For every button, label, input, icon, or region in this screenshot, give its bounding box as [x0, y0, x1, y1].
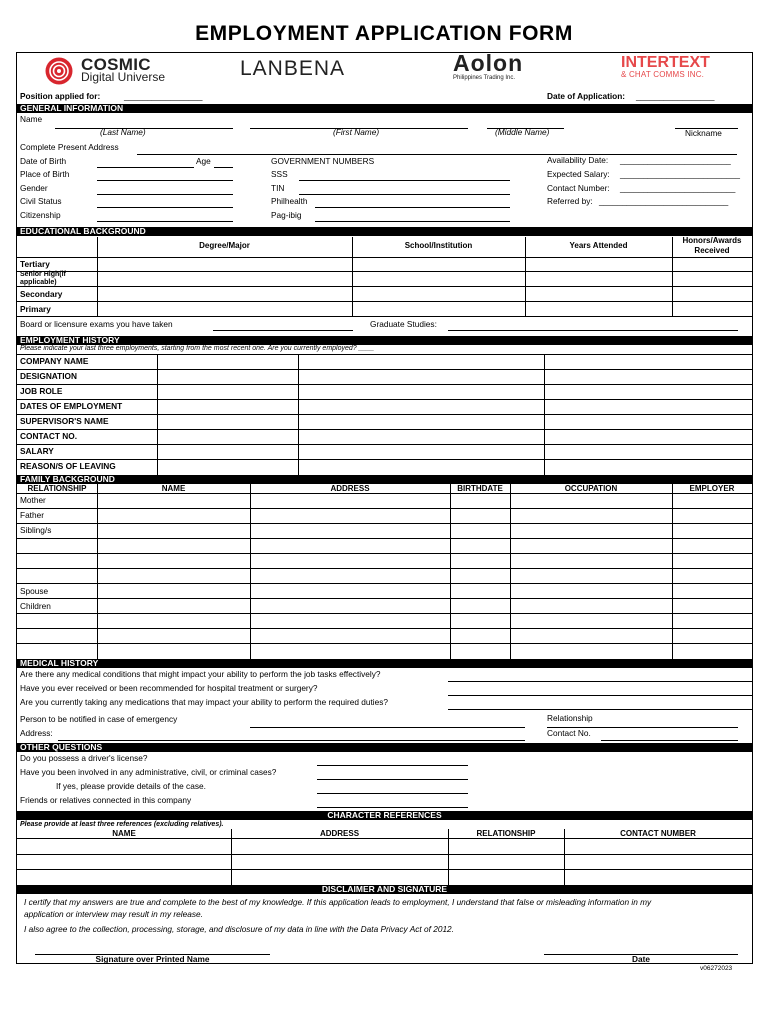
medical-header: MEDICAL HISTORY	[17, 659, 752, 668]
other-q3: If yes, please provide details of the case.	[56, 781, 206, 791]
expected-salary-field[interactable]: __________________________	[620, 169, 740, 179]
availability-label: Availability Date:	[547, 155, 609, 165]
emp-row-designation: DESIGNATION	[20, 371, 78, 381]
form-version: v06272023	[700, 965, 733, 972]
aolon-logo-subtext: Philippines Trading Inc.	[453, 75, 516, 81]
employment-header: EMPLOYMENT HISTORY	[17, 336, 752, 345]
pagibig-field[interactable]	[315, 221, 510, 222]
edu-col-honors: Honors/Awards Received	[682, 236, 742, 255]
other-questions-header: OTHER QUESTIONS	[17, 743, 752, 752]
fam-col-occupation: OCCUPATION	[564, 484, 618, 493]
emp-row-dates: DATES OF EMPLOYMENT	[20, 401, 123, 411]
fam-col-relationship: RELATIONSHIP	[27, 484, 87, 493]
position-label: Position applied for:	[20, 91, 101, 101]
address-label: Complete Present Address	[20, 142, 119, 152]
contact-number-field[interactable]: _________________________	[620, 183, 736, 193]
ref-col-name: NAME	[112, 829, 136, 838]
signature-date-caption: Date	[632, 954, 650, 964]
application-date-label: Date of Application:	[547, 91, 626, 101]
fam-col-name: NAME	[161, 484, 186, 493]
intertext-logo-subtext: & CHAT COMMS INC.	[621, 70, 705, 79]
pob-label: Place of Birth	[20, 169, 70, 179]
fam-row-siblings: Sibling/s	[20, 525, 52, 535]
ref-col-relationship: RELATIONSHIP	[476, 829, 536, 838]
sss-field[interactable]	[299, 180, 510, 181]
graduate-studies-field[interactable]	[448, 330, 738, 331]
emergency-address-field[interactable]	[58, 740, 525, 741]
graduate-studies-label: Graduate Studies:	[370, 319, 437, 329]
medical-a1-field[interactable]	[448, 681, 752, 682]
emergency-person-label: Person to be notified in case of emergency	[20, 714, 178, 724]
board-exams-field[interactable]	[213, 330, 353, 331]
last-name-caption: (Last Name)	[100, 127, 146, 137]
edu-col-degree: Degree/Major	[199, 241, 250, 250]
references-note: Please provide at least three references (excluding relatives).	[20, 821, 224, 828]
pagibig-label: Pag-ibig	[271, 210, 302, 220]
name-label: Name	[20, 114, 43, 124]
edu-row-senior-high: Senior High(if applicable)	[20, 271, 66, 286]
medical-q3: Are you currently taking any medications that may impact your ability to perform the required duties?	[20, 697, 389, 707]
civil-status-label: Civil Status	[20, 196, 62, 206]
emergency-contact-field[interactable]	[601, 740, 738, 741]
availability-field[interactable]: ________________________	[620, 155, 731, 165]
medical-a3-field[interactable]	[448, 709, 752, 710]
other-q1: Do you possess a driver's license?	[20, 753, 148, 763]
medical-a2-field[interactable]	[448, 695, 752, 696]
first-name-caption: (First Name)	[333, 127, 380, 137]
other-a4-field[interactable]	[317, 807, 468, 808]
dob-field[interactable]	[97, 167, 194, 168]
civil-status-field[interactable]	[97, 207, 233, 208]
aolon-logo: Aolon	[453, 50, 524, 76]
ref-col-address: ADDRESS	[319, 829, 360, 838]
intertext-logo: INTERTEXT	[621, 54, 710, 71]
disclaimer-text-2: I also agree to the collection, processing, storage, and disclosure of my data in line with the Data Privacy Act of 2012.	[24, 924, 454, 934]
medical-q1: Are there any medical conditions that might impact your ability to perform the job tasks effectively?	[20, 669, 381, 679]
fam-row-children: Children	[20, 601, 51, 611]
emergency-relationship-label: Relationship	[547, 713, 593, 723]
gender-label: Gender	[20, 183, 48, 193]
fam-col-address: ADDRESS	[330, 484, 370, 493]
referred-by-field[interactable]: ____________________________	[599, 196, 729, 206]
philhealth-label: Philhealth	[271, 196, 308, 206]
fam-row-father: Father	[20, 510, 44, 520]
page-title: EMPLOYMENT APPLICATION FORM	[195, 22, 573, 45]
fam-col-employer: EMPLOYER	[689, 484, 735, 493]
application-date-field[interactable]: _________________	[636, 91, 715, 101]
disclaimer-text-1: I certify that my answers are true and complete to the best of my knowledge. If this application leads to employment, I understand that false or misleading information in my	[24, 897, 652, 907]
nickname-caption: Nickname	[685, 128, 722, 138]
age-label: Age	[196, 156, 211, 166]
referred-by-label: Referred by:	[547, 196, 593, 206]
tin-field[interactable]	[299, 194, 510, 195]
citizenship-label: Citizenship	[20, 210, 61, 220]
fam-row-spouse: Spouse	[20, 586, 49, 596]
board-exams-label: Board or licensure exams you have taken	[20, 319, 173, 329]
dob-label: Date of Birth	[20, 156, 67, 166]
emp-row-job-role: JOB ROLE	[20, 386, 63, 396]
disclaimer-text-1b: application or interview may result in my release.	[24, 909, 203, 919]
edu-row-secondary: Secondary	[20, 289, 63, 299]
edu-col-school: School/Institution	[404, 241, 473, 250]
age-field[interactable]	[214, 167, 233, 168]
fam-row-mother: Mother	[20, 495, 46, 505]
position-field[interactable]: _________________	[124, 91, 203, 101]
cosmic-logo-icon	[44, 56, 74, 86]
emergency-address-label: Address:	[20, 728, 53, 738]
fam-col-birthdate: BIRTHDATE	[457, 484, 503, 493]
philhealth-field[interactable]	[315, 207, 510, 208]
other-a3-field[interactable]	[317, 793, 468, 794]
gender-field[interactable]	[97, 194, 233, 195]
other-q4: Friends or relatives connected in this company	[20, 795, 192, 805]
emergency-person-field[interactable]	[250, 727, 525, 728]
emp-row-contact: CONTACT NO.	[20, 431, 77, 441]
general-information-header: GENERAL INFORMATION	[17, 104, 752, 113]
pob-field[interactable]	[97, 180, 233, 181]
citizenship-field[interactable]	[97, 221, 233, 222]
other-a1-field[interactable]	[317, 765, 468, 766]
middle-name-caption: (Middle Name)	[495, 127, 550, 137]
emp-row-company: COMPANY NAME	[20, 356, 89, 366]
other-q2: Have you been involved in any administrative, civil, or criminal cases?	[20, 767, 277, 777]
ref-col-contact: CONTACT NUMBER	[620, 829, 696, 838]
sss-label: SSS	[271, 169, 288, 179]
cosmic-logo	[44, 56, 174, 86]
cosmic-logo-text: COSMIC	[81, 55, 151, 74]
education-header: EDUCATIONAL BACKGROUND	[17, 227, 752, 236]
contact-number-label: Contact Number:	[547, 183, 610, 193]
expected-salary-label: Expected Salary:	[547, 169, 610, 179]
lanbena-logo: LANBENA	[240, 57, 346, 80]
other-a2-field[interactable]	[317, 779, 468, 780]
emergency-contact-label: Contact No.	[547, 728, 591, 738]
edu-row-primary: Primary	[20, 304, 51, 314]
emp-row-reason: REASON/S OF LEAVING	[20, 461, 116, 471]
references-header: CHARACTER REFERENCES	[17, 811, 752, 820]
gov-numbers-label: GOVERNMENT NUMBERS	[271, 156, 375, 166]
tin-label: TIN	[271, 183, 285, 193]
signature-caption: Signature over Printed Name	[95, 954, 210, 964]
cosmic-logo-subtext: Digital Universe	[81, 70, 166, 84]
medical-q2: Have you ever received or been recommended for hospital treatment or surgery?	[20, 683, 318, 693]
edu-row-tertiary: Tertiary	[20, 259, 50, 269]
emp-row-salary: SALARY	[20, 446, 54, 456]
family-header: FAMILY BACKGROUND	[17, 475, 752, 484]
emp-row-supervisor: SUPERVISOR'S NAME	[20, 416, 109, 426]
employment-note: Please indicate your last three employments, starting from the most recent one. Are you currently employed? ____	[20, 345, 375, 352]
edu-col-years: Years Attended	[569, 241, 628, 250]
disclaimer-header: DISCLAIMER AND SIGNATURE	[17, 885, 752, 894]
